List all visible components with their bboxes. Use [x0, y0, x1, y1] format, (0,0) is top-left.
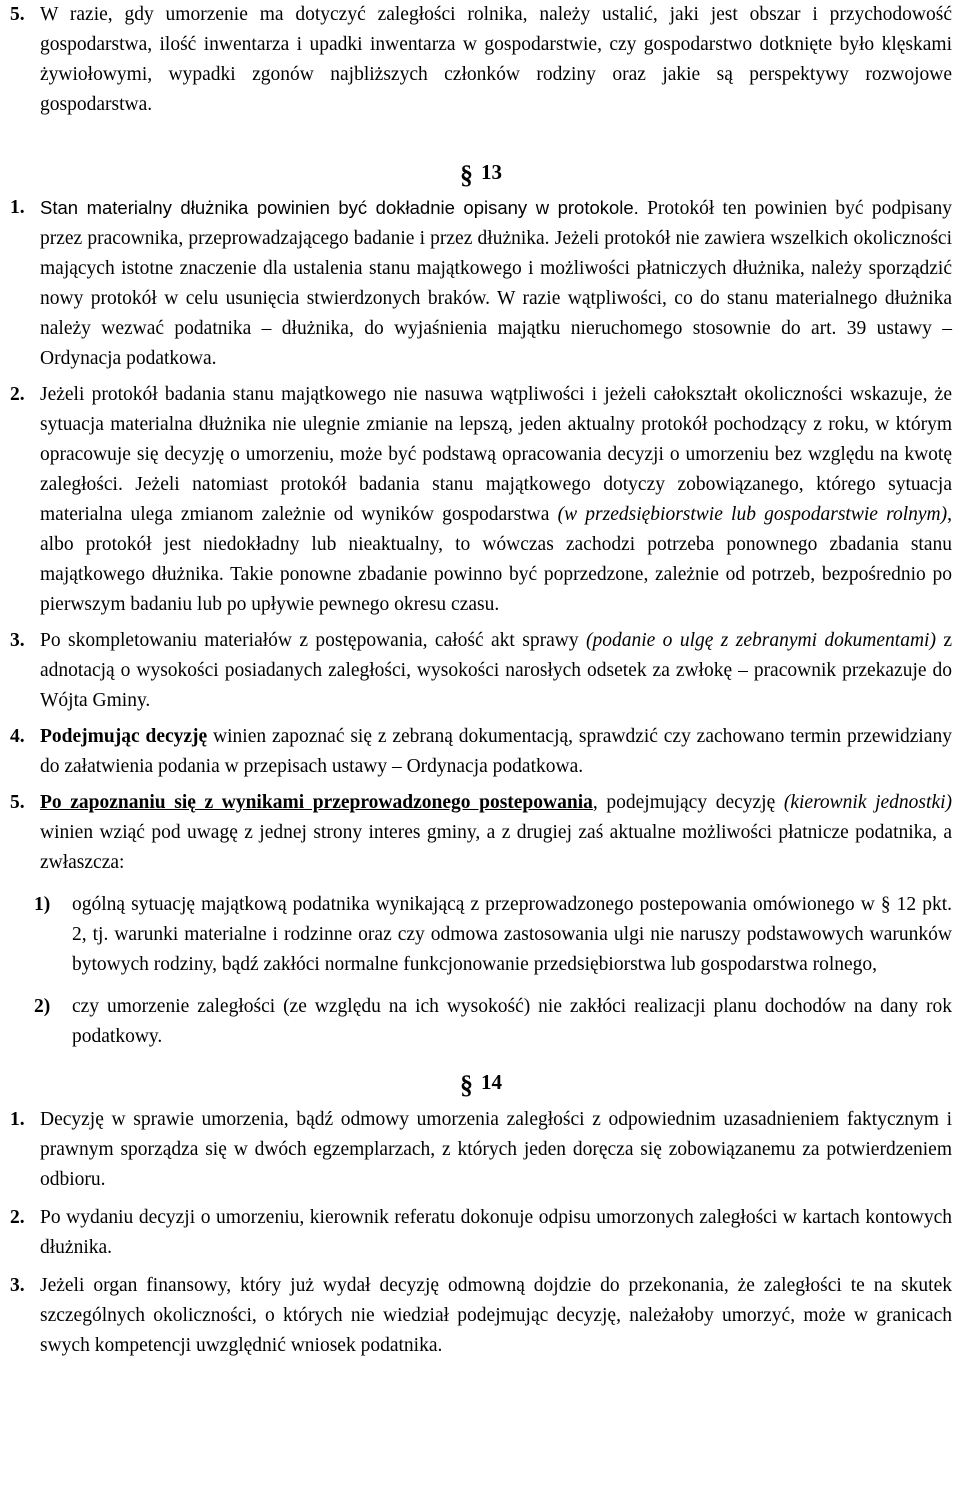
item-text: Jeżeli organ finansowy, który już wydał decyzję odmowną dojdzie do przekonania, że zaległości te na skutek szczególnych okoliczności, o których nie wiedział podejmując decyzję, należałoby umorzyć, może w granicach swych kompetencji uwzględnić wniosek podatnika. [40, 1275, 952, 1356]
subitem-13-5-2 [10, 992, 952, 1052]
item-text-part: Stan materialny dłużnika powinien być dokładnie opisany w protokole. [40, 197, 639, 218]
item-number: 1. [10, 197, 25, 218]
item-text [40, 193, 952, 374]
item-text [40, 626, 952, 716]
subitem-text: czy umorzenie zaległości (ze względu na ich wysokość) nie zakłóci realizacji planu dochodów na dany rok podatkowy. [72, 996, 952, 1047]
item-number: 5. [10, 4, 25, 25]
subitem-text [72, 890, 952, 980]
item-number: 3. [10, 630, 25, 651]
item-number: 2. [10, 384, 25, 405]
paragraph-13-3 [10, 626, 952, 716]
item-text-part: warunki materialne i rodzinne oraz czy odmowa zastosowania ulgi nie naruszy podstawowych warunków bytowych rodziny, bądź zakłóci normalne funkcjonowanie przedsiębiorstwa lub gospodarstwa rolnego, [72, 924, 952, 975]
item-number: 5. [10, 792, 25, 813]
item-text-bold: Po zapoznaniu się z wynikami przeprowadzonego postepowania [40, 792, 593, 813]
section-number: 13 [481, 160, 502, 184]
item-text-bold: Podejmując decyzję [40, 726, 208, 747]
paragraph-13-2 [10, 380, 952, 620]
item-text-part: , podejmujący decyzję [592, 792, 784, 813]
paragraph-14-1 [10, 1105, 952, 1195]
item-text-part: , albo protokół jest niedokładny lub nieaktualny, to wówczas zachodzi potrzeba ponownego zbadania stanu majątkowego dłużnika. Takie ponowne zbadanie powinno być poprzedzone, zależnie od potrzeb, bezpośrednio po pierwszym badaniu lub po upływie pewnego okresu czasu. [40, 504, 953, 615]
paragraph-13-5 [10, 788, 952, 878]
paragraph-13-4 [10, 722, 952, 782]
item-text-part: ogólną sytuację majątkową podatnika wynikającą z przeprowadzonego postepowania omówionego w [72, 894, 881, 915]
item-text [40, 722, 952, 782]
item-text: W razie, gdy umorzenie ma dotyczyć zaległości rolnika, należy ustalić, jaki jest obszar i przychodowość gospodarstwa, ilość inwentarza i upadki inwentarza w gospodarstwie, czy gospodarstwo dotknięte było klęskami żywiołowymi, wypadki zgonów najbliższych członków rodziny oraz jakie są perspektywy rozwojowe gospodarstwa. [40, 4, 952, 115]
item-number: 1. [10, 1109, 25, 1130]
section-heading-14 [10, 1066, 952, 1097]
section-sign: § [460, 160, 473, 189]
item-text-part: Jeżeli protokół badania stanu majątkowego nie nasuwa wątpliwości i jeżeli całokształt okoliczności wskazuje, że sytuacja materialna dłużnika nie ulegnie zmianie na lepszą, jeden aktualny protokół pochodzący z roku, w którym opracowuje się decyzję o umorzeniu, może być podstawą opracowania decyzji o umorzeniu bez względu na kwotę zaległości. Jeżeli natomiast protokół badania stanu majątkowego dotyczy zobowiązanego, którego sytuacja materialna ulega zmianom zależnie od wyników gospodarstwa [40, 384, 952, 525]
subitem-number: 1) [34, 894, 51, 915]
paragraph-12-5 [10, 0, 952, 120]
item-text: Po wydaniu decyzji o umorzeniu, kierownik referatu dokonuje odpisu umorzonych zaległości w kartach kontowych dłużnika. [40, 1207, 952, 1258]
paragraph-13-1 [10, 193, 952, 374]
section-heading-13 [10, 156, 952, 187]
paragraph-14-2 [10, 1203, 952, 1263]
item-text-part: Protokół ten powinien być podpisany przez pracownika, przeprowadzającego badanie i przez dłużnika. Jeżeli protokół nie zawiera wszelkich okoliczności mających istotne znaczenie dla ustalenia stanu majątkowego i możliwości płatniczych dłużnika, należy sporządzić nowy protokół w celu usunięcia stwierdzonych braków. W razie wątpliwości, co do stanu materialnego dłużnika należy wezwać podatnika – dłużnika, do wyjaśnienia majątku nieruchomego stosownie do art. 39 ustawy – Ordynacja podatkowa. [40, 198, 952, 369]
item-text: Decyzję w sprawie umorzenia, bądź odmowy umorzenia zaległości z odpowiednim uzasadnieniem faktycznym i prawnym sporządza się w dwóch egzemplarzach, z których jeden doręcza się zobowiązanemu za potwierdzeniem odbioru. [40, 1109, 952, 1190]
item-text-part: z adnotacją o wysokości posiadanych zaległości, wysokości narosłych odsetek za zwłokę – pracownik przekazuje do Wójta Gminy. [40, 630, 952, 711]
section-number: 14 [481, 1070, 502, 1094]
item-text [40, 380, 952, 620]
item-text [40, 788, 952, 878]
item-number: 4. [10, 726, 25, 747]
subitem-number: 2) [34, 996, 51, 1017]
item-text-part: winien zapoznać się z zebraną dokumentacją, sprawdzić czy zachowano termin przewidziany do załatwienia podania w przepisach ustawy – Ordynacja podatkowa. [40, 726, 952, 777]
paragraph-14-3 [10, 1271, 952, 1361]
item-text-italic: (w przedsiębiorstwie lub gospodarstwie rolnym) [557, 504, 948, 525]
item-text-part: winien wziąć pod uwagę z jednej strony interes gminy, a z drugiej zaś aktualne możliwości płatnicze podatnika, a zwłaszcza: [40, 822, 952, 873]
section-reference: § 12 pkt. 2, tj. [72, 894, 952, 945]
item-text-part: Po skompletowaniu materiałów z postępowania, całość akt sprawy [40, 630, 586, 651]
item-number: 3. [10, 1275, 25, 1296]
section-sign: § [460, 1070, 473, 1099]
item-text-italic: (podanie o ulgę z zebranymi dokumentami) [585, 630, 936, 651]
subitem-13-5-1 [10, 890, 952, 980]
item-number: 2. [10, 1207, 25, 1228]
item-text-italic: (kierownik jednostki) [783, 792, 953, 813]
